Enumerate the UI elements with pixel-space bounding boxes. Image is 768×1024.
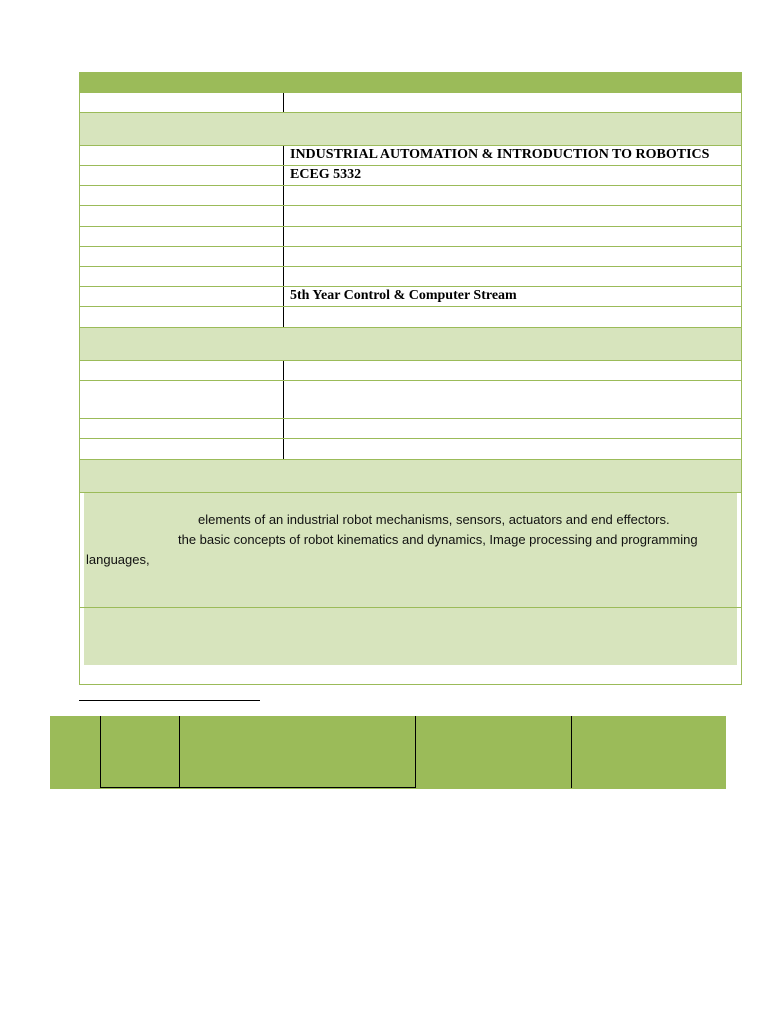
section-band: [80, 113, 741, 145]
footnote-separator: [79, 700, 260, 701]
objectives-block: [84, 608, 737, 665]
description-line-1: elements of an industrial robot mechanisms, sensors, actuators and end effectors.: [198, 512, 670, 527]
section-band: [80, 328, 741, 360]
column-divider: [283, 307, 284, 327]
schedule-column-divider: [415, 716, 416, 788]
row-divider: [80, 360, 741, 361]
course-title: INDUSTRIAL AUTOMATION & INTRODUCTION TO ROBOTICS: [290, 147, 710, 162]
row-divider: [80, 246, 741, 247]
table-header-bar: [79, 72, 742, 93]
section-band: [80, 460, 741, 492]
column-divider: [283, 93, 284, 112]
schedule-header-underline: [100, 787, 416, 788]
row-divider: [80, 306, 741, 307]
description-line-3: languages,: [86, 552, 150, 567]
row-divider: [80, 380, 741, 381]
row-divider: [80, 438, 741, 439]
row-divider: [80, 226, 741, 227]
schedule-table-header: [50, 716, 726, 789]
course-target: 5th Year Control & Computer Stream: [290, 288, 517, 303]
schedule-column-divider: [571, 716, 572, 788]
row-divider: [80, 185, 741, 186]
row-divider: [80, 418, 741, 419]
schedule-column-divider: [179, 716, 180, 788]
row-divider: [80, 205, 741, 206]
description-line-2: the basic concepts of robot kinematics and dynamics, Image processing and programming: [178, 532, 698, 547]
course-code: ECEG 5332: [290, 167, 362, 182]
schedule-column-divider: [100, 716, 101, 788]
row-divider: [80, 165, 741, 166]
row-divider: [80, 266, 741, 267]
column-divider: [283, 361, 284, 459]
